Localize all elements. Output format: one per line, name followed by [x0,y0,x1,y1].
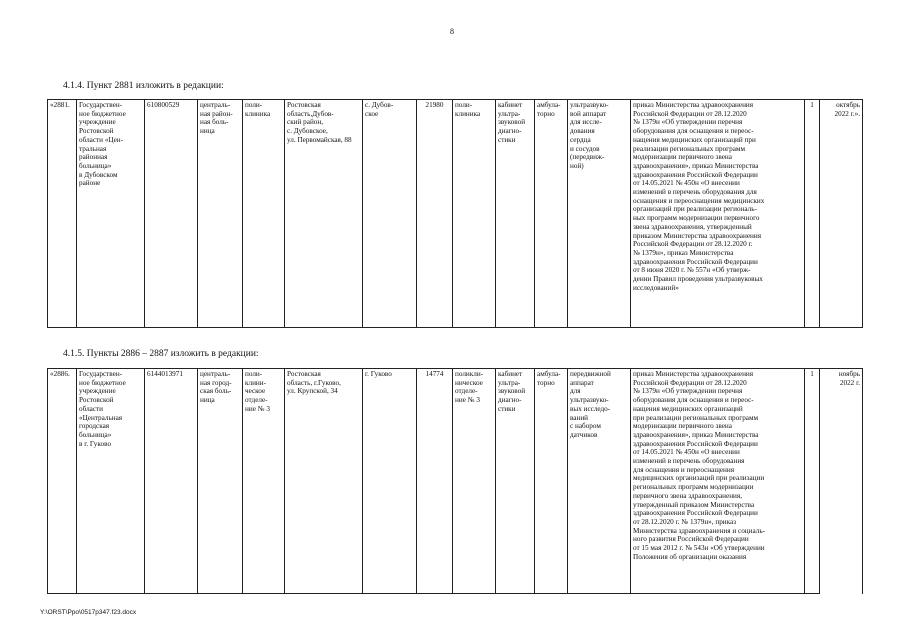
cell-number: «2881. [48,100,77,328]
cell-inn: 610800529 [145,100,198,328]
table-item-2886 [47,368,863,594]
cell-code: 21980 [417,100,453,328]
section-heading-2881: 4.1.4. Пункт 2881 изложить в редакции: [63,81,224,91]
cell-locality: с. Дубов- ское [363,100,417,328]
cell-equipment: передвижной аппарат для ультразвуко- вых исследо- ваний с набором датчиков [568,369,631,594]
cell-care: амбула- торно [535,369,568,594]
cell-department: поликли- ническое отделе- ние № 3 [453,369,496,594]
table-row [48,369,863,594]
cell-quantity: 1 [805,369,820,594]
cell-date: октябрь 2022 г.». [820,100,863,328]
cell-unit: поли- клини- ческое отделе- ние № 3 [243,369,285,594]
cell-date: ноябрь 2022 г. [820,369,863,594]
cell-order: приказ Министерства здравоохранения Российской Федерации от 28.12.2020 № 1379н «Об утверждении перечня оборудования для оснащения и переос- нащения медицинских организаций при реализации региональных программ модернизации первичного звена здравоохранения», приказ Министерства здравоохранения Российской Федерации от 14.05.2021 № 450н «О внесении изменений в перечень оборудования для оснащения и переоснащения медицинских организаций при реализации региональ- ных программ модернизации первичного звена здравоохранения, утвержденный приказом Министерства здравоохранения Российской Федерации от 28.12.2020 г. № 1379н», приказ Министерства здравоохранения Российской Федерации от 8 июня 2020 г. № 557н «Об утверж- дении Правил проведения ультразвуковых исследований» [631,100,805,328]
cell-department: поли- клиника [453,100,496,328]
cell-quantity: 1 [805,100,820,328]
cell-type: централь- ная район- ная боль- ница [198,100,243,328]
cell-type: централь- ная город- ская боль- ница [198,369,243,594]
cell-institution: Государствен- ное бюджетное учреждение Ростовской области «Цен- тральная районная больница» в Дубовском районе [77,100,145,328]
cell-number: «2886. [48,369,77,594]
cell-order: приказ Министерства здравоохранения Российской Федерации от 28.12.2020 № 1379н «Об утверждении перечня оборудования для оснащения и переос- нащения медицинских организаций при реализации региональных программ модернизации первичного звена здравоохранения», приказ Министерства здравоохранения Российской Федерации от 14.05.2021 № 450н «О внесении изменений в перечень оборудования для оснащения и переоснащения медицинских организаций при реализации региональных программ модернизации первичного звена здравоохранения, утвержденный приказом Министерства здравоохранения Российской Федерации от 28.12.2020 г. № 1379н», приказ Министерства здравоохранения и социаль- ного развития Российской Федерации от 15 мая 2012 г. № 543н «Об утверждении Положения об организации оказания [631,369,805,594]
table-item-2881 [47,99,863,328]
cell-locality: г. Гуково [363,369,417,594]
cell-room: кабинет ультра- звуковой диагно- стики [496,100,535,328]
cell-care: амбула- торно [535,100,568,328]
cell-equipment: ультразвуко- вой аппарат для иссле- дования сердца и сосудов (передвиж- ной) [568,100,631,328]
cell-inn: 6144013971 [145,369,198,594]
cell-code: 14774 [417,369,453,594]
cell-room: кабинет ультра- звуковой диагно- стики [496,369,535,594]
document-file-path: Y:\ORST\Ppo\0517p347.f23.docx [40,609,137,616]
page-number: 8 [450,27,454,36]
table-row [48,100,863,328]
section-heading-2886-2887: 4.1.5. Пункты 2886 – 2887 изложить в редакции: [63,349,259,359]
cell-institution: Государствен- ное бюджетное учреждение Ростовской области «Центральная городская больница» в г. Гуково [77,369,145,594]
cell-address: Ростовская область, г.Гуково, ул. Крупской, 34 [285,369,363,594]
cell-address: Ростовская область,Дубов- ский район, с. Дубовское, ул. Первомайская, 88 [285,100,363,328]
cell-unit: поли- клиника [243,100,285,328]
